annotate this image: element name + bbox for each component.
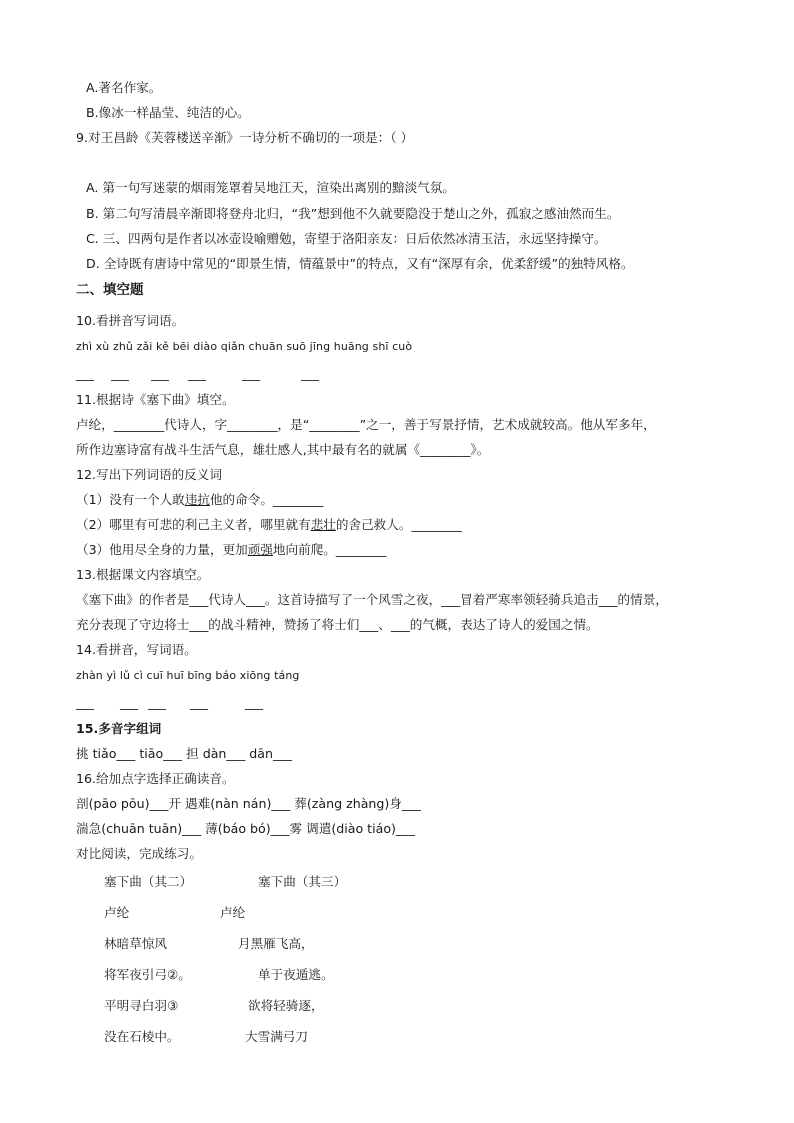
q14-blank[interactable]: ___ — [190, 696, 208, 710]
q14-stem: 14.看拼音，写词语。 — [76, 642, 197, 657]
q12-dotted-word-1: 违抗 — [184, 492, 210, 507]
q12-dotted-word-3: 顽强 — [247, 542, 273, 557]
q8-option-a: A.著名作家。 — [86, 80, 162, 95]
q14-blank[interactable]: ___ — [245, 696, 263, 710]
section-title-fill-in: 二、填空题 — [76, 282, 144, 298]
q16-line-1: 剖(pāo pōu)___开 遇难(nàn nán)___ 葬(zàng zhàng)身___ — [76, 796, 421, 811]
q11-line-1: 卢纶，________代诗人，字________，是“________”之一，善于写景抒情，艺术成就较高。他从军多年， — [76, 417, 656, 432]
q10-blank[interactable]: ___ — [188, 367, 206, 381]
q13-line-2: 充分表现了守边将士___的战斗精神，赞扬了将士们___、___的气概，表达了诗人的爱国之情。 — [76, 617, 599, 632]
poem1-line-1: 林暗草惊风 — [104, 936, 167, 951]
q14-blank[interactable]: ___ — [148, 696, 166, 710]
q9-option-a: A. 第一句写迷蒙的烟雨笼罩着吴地江天，渲染出离别的黯淡气氛。 — [86, 180, 456, 195]
poem1-line-2: 将军夜引弓②。 — [104, 967, 191, 982]
poem1-line-3: 平明寻白羽③ — [104, 998, 179, 1013]
q15-stem: 15.多音字组词 — [76, 721, 162, 736]
q9-option-c: C. 三、四两句是作者以冰壶设喻赠勉，寄望于洛阳亲友：日后依然冰清玉洁，永远坚持操守。 — [86, 231, 607, 246]
q12-item-1: （1）没有一个人敢违抗他的命令。________ — [76, 492, 324, 507]
poem2-author: 卢纶 — [220, 905, 246, 920]
q11-line-2: 所作边塞诗富有战斗生活气息，雄壮感人,其中最有名的就属《________》。 — [76, 442, 490, 457]
q10-blank[interactable]: ___ — [111, 367, 129, 381]
q15-line: 挑 tiǎo___ tiāo___ 担 dàn___ dān___ — [76, 746, 292, 761]
poem1-line-4: 没在石棱中。 — [104, 1029, 180, 1044]
q10-blank[interactable]: ___ — [76, 367, 94, 381]
poem2-line-2: 单于夜遁逃。 — [258, 967, 334, 982]
reading-intro: 对比阅读，完成练习。 — [76, 846, 202, 861]
q12-dotted-word-2: 悲壮 — [310, 517, 336, 532]
q10-stem: 10.看拼音写词语。 — [76, 313, 185, 328]
q10-blank[interactable]: ___ — [151, 367, 169, 381]
q16-line-2: 湍急(chuān tuān)___ 薄(báo bó)___雾 调遣(diào tiáo)___ — [76, 821, 415, 836]
q9-option-b: B. 第二句写清晨辛渐即将登舟北归，“我”想到他不久就要隐没于楚山之外，孤寂之感油然而生。 — [86, 206, 620, 221]
q8-option-b: B.像冰一样晶莹、纯洁的心。 — [86, 105, 250, 120]
poem1-title: 塞下曲（其二） — [104, 874, 193, 889]
q10-blank[interactable]: ___ — [242, 367, 260, 381]
q9-stem: 9.对王昌龄《芙蓉楼送辛渐》一诗分析不确切的一项是：（ ） — [76, 130, 414, 145]
q13-line-1: 《塞下曲》的作者是___代诗人___。这首诗描写了一个风雪之夜，___冒着严寒率领轻骑兵追击___的情景， — [76, 592, 668, 607]
q14-pinyin: zhàn yì lǔ cì cuī huī bīng báo xiōng táng — [76, 669, 300, 682]
q10-pinyin: zhì xù zhǔ zǎi kě bēi diào qiǎn chuān suō jīng huāng shī cuò — [76, 340, 413, 353]
q12-stem: 12.写出下列词语的反义词 — [76, 467, 222, 482]
q12-item-2: （2）哪里有可悲的利己主义者，哪里就有悲壮的舍己救人。________ — [76, 517, 462, 532]
poem1-author: 卢纶 — [104, 905, 130, 920]
poem2-title: 塞下曲（其三） — [258, 874, 347, 889]
q13-stem: 13.根据课文内容填空。 — [76, 567, 210, 582]
q11-stem: 11.根据诗《塞下曲》填空。 — [76, 392, 235, 407]
poem2-line-3: 欲将轻骑逐， — [248, 998, 324, 1013]
q14-blank[interactable]: ___ — [120, 696, 138, 710]
q10-blank[interactable]: ___ — [301, 367, 319, 381]
poem2-line-4: 大雪满弓刀 — [245, 1029, 308, 1044]
q12-item-3: （3）他用尽全身的力量，更加顽强地向前爬。________ — [76, 542, 387, 557]
q14-blank[interactable]: ___ — [76, 696, 94, 710]
poem2-line-1: 月黑雁飞高， — [238, 936, 314, 951]
q16-stem: 16.给加点字选择正确读音。 — [76, 771, 235, 786]
q9-option-d: D. 全诗既有唐诗中常见的“即景生情，情蕴景中”的特点，又有“深厚有余，优柔舒缓”的独特风格。 — [86, 256, 634, 271]
